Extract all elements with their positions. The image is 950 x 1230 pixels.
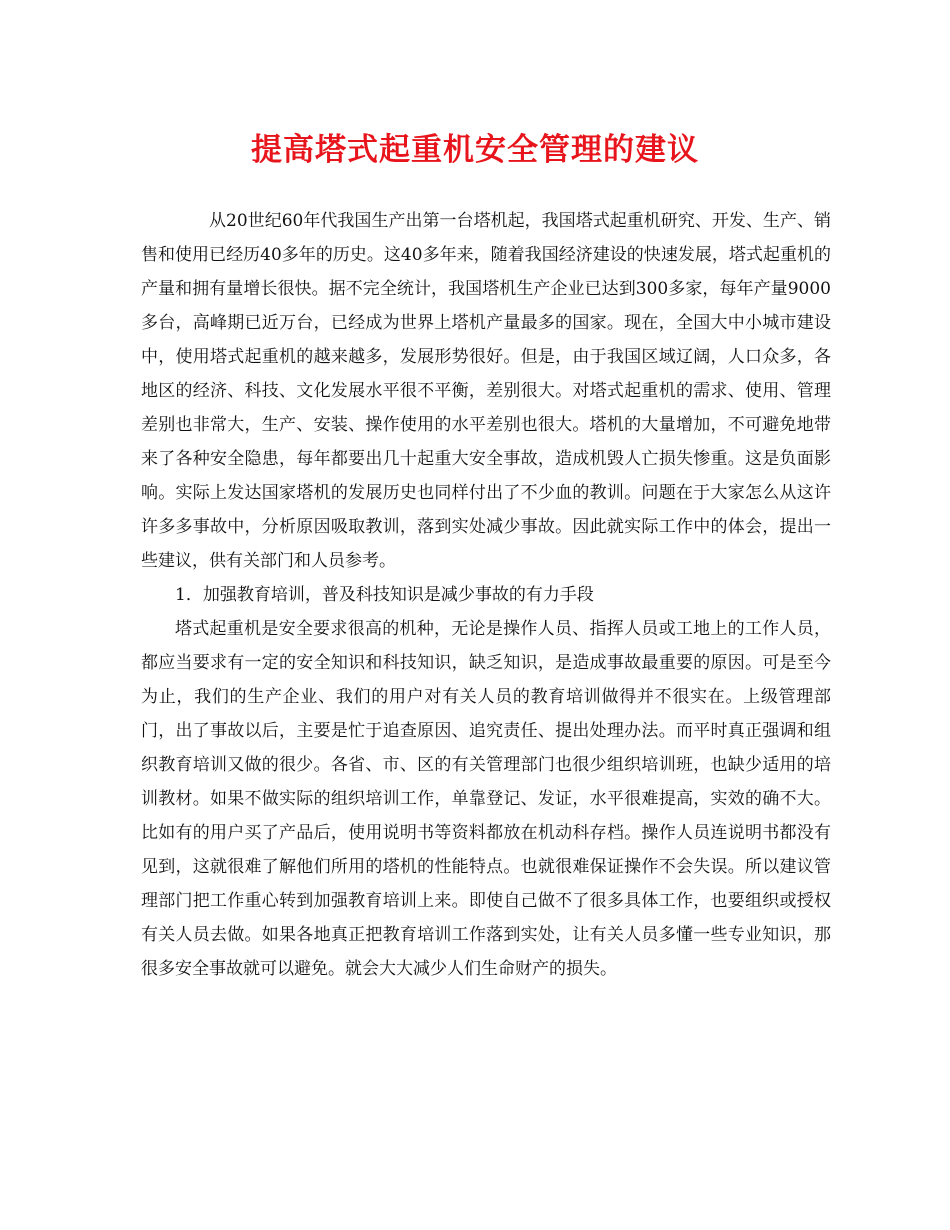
section-heading-1: 1．加强教育培训，普及科技知识是减少事故的有力手段 [175, 585, 594, 605]
paragraph-intro: 从20世纪60年代我国生产出第一台塔机起，我国塔式起重机研究、开发、生产、销售和使用已经历40多年的历史。这40多年来，随着我国经济建设的快速发展，塔式起重机的产量和拥有量增长很快。据不完全统计，我国塔机生产企业已达到300多家，每年产量9000多台，高峰期已近万台，已经成为世界上塔机产量最多的国家。现在，全国大中小城市建设中，使用塔式起重机的越来越多，发展形势很好。但是，由于我国区域辽阔，人口众多，各地区的经济、科技、文化发展水平很不平衡，差别很大。对塔式起重机的需求、使用、管理差别也非常大，生产、安装、操作使用的水平差别也很大。塔机的大量增加，不可避免地带来了各种安全隐患，每年都要出几十起重大安全事故，造成机毁人亡损失惨重。这是负面影响。实际上发达国家塔机的发展历史也同样付出了不少血的教训。问题在于大家怎么从这许许多多事故中，分析原因吸取教训，落到实处减少事故。因此就实际工作中的体会，提出一些建议，供有关部门和人员参考。 [141, 211, 831, 571]
paragraph-section-1: 塔式起重机是安全要求很高的机种，无论是操作人员、指挥人员或工地上的工作人员，都应当要求有一定的安全知识和科技知识，缺乏知识，是造成事故最重要的原因。可是至今为止，我们的生产企业、我们的用户对有关人员的教育培训做得并不很实在。上级管理部门，出了事故以后，主要是忙于追查原因、追究责任、提出处理办法。而平时真正强调和组织教育培训又做的很少。各省、市、区的有关管理部门也很少组织培训班，也缺少适用的培训教材。如果不做实际的组织培训工作，单靠登记、发证，水平很难提高，实效的确不大。比如有的用户买了产品后，使用说明书等资料都放在机动科存档。操作人员连说明书都没有见到，这就很难了解他们所用的塔机的性能特点。也就很难保证操作不会失误。所以建议管理部门把工作重心转到加强教育培训上来。即使自己做不了很多具体工作，也要组织或授权有关人员去做。如果各地真正把教育培训工作落到实处，让有关人员多懂一些专业知识，那很多安全事故就可以避免。就会大大减少人们生命财产的损失。 [141, 619, 831, 979]
document-body [141, 204, 831, 986]
document-title: 提高塔式起重机安全管理的建议 [251, 132, 699, 168]
